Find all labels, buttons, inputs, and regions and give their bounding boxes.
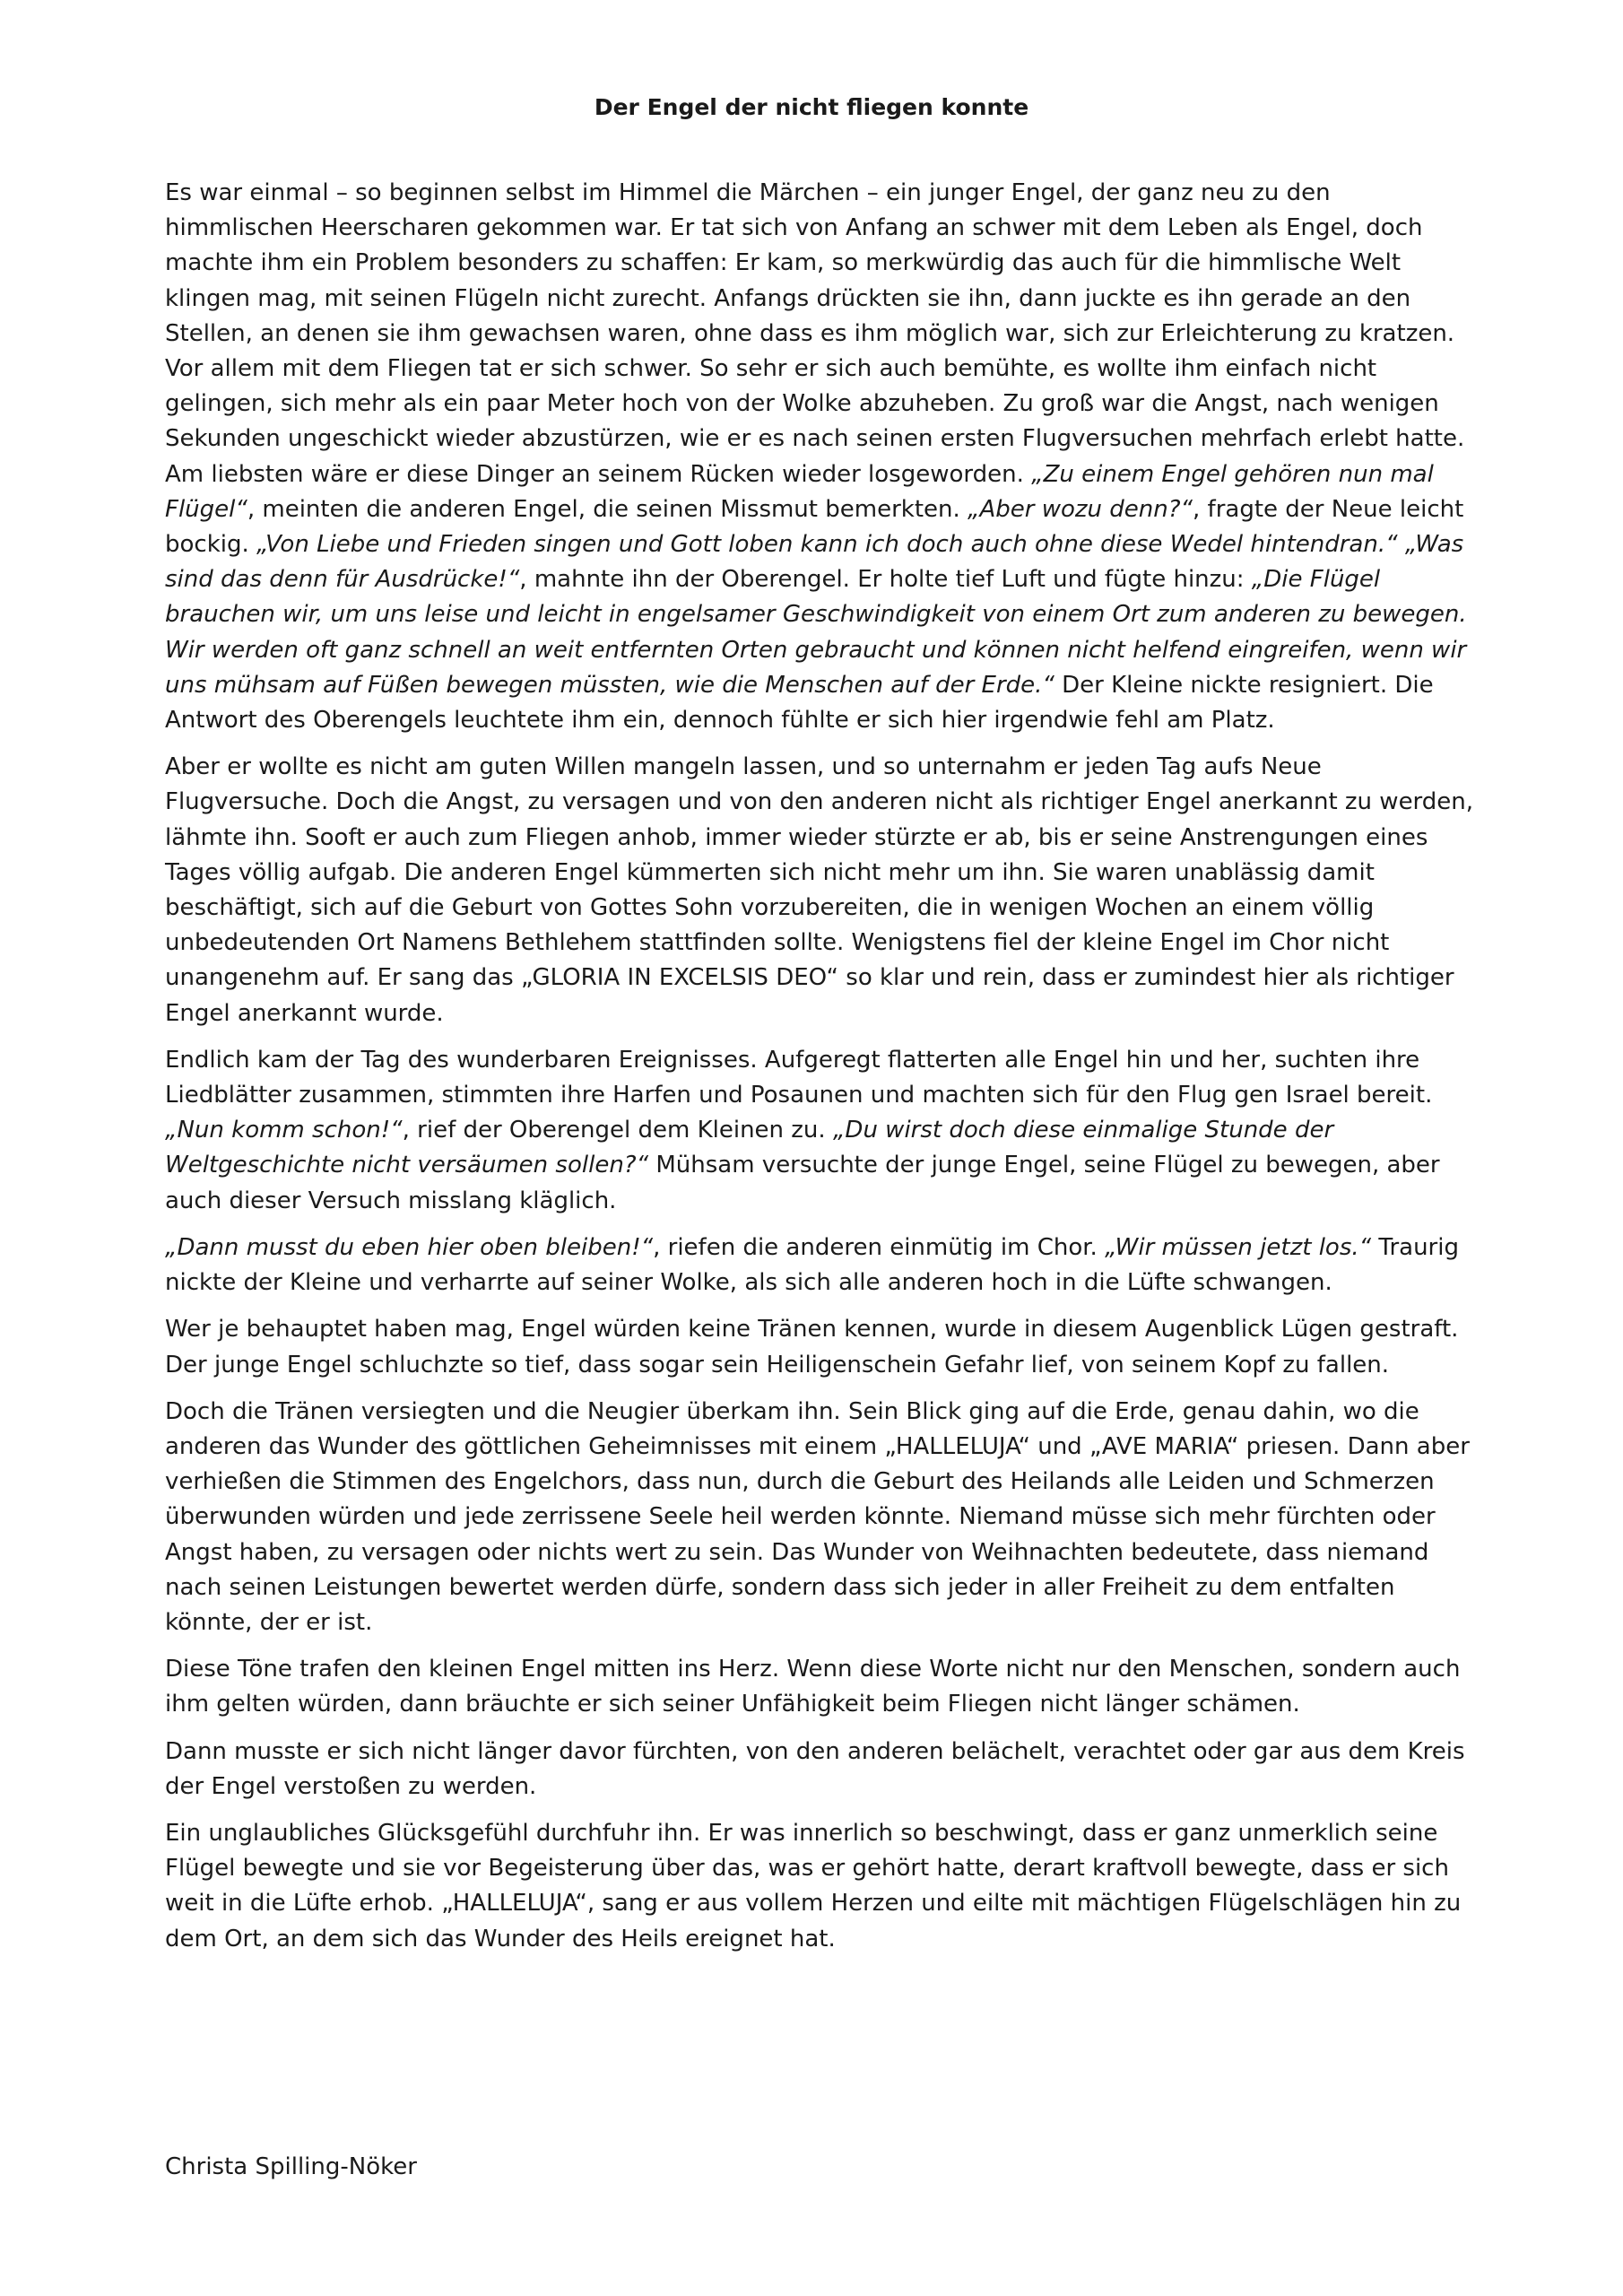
story-paragraph bbox=[165, 1231, 1476, 1300]
paragraph-text: Endlich kam der Tag des wunderbaren Ereignisses. Aufgeregt flatterten alle Engel hin und her, suchten ihre Liedblätter zusammen, stimmten ihre Harfen und Posaunen und machten sich für den Flug gen Israel bereit. bbox=[165, 1046, 1433, 1109]
paragraph-text: , meinten die anderen Engel, die seinen Missmut bemerkten. bbox=[247, 495, 968, 523]
author-signature: Christa Spilling-Nöker bbox=[165, 2153, 417, 2180]
paragraph-text: , rief der Oberengel dem Kleinen zu. bbox=[402, 1117, 833, 1144]
paragraph-text: , riefen die anderen einmütig im Chor. bbox=[653, 1233, 1106, 1261]
quoted-speech: „Dann musst du eben hier oben bleiben!“ bbox=[165, 1233, 654, 1261]
paragraph-text: Doch die Tränen versiegten und die Neugier überkam ihn. Sein Blick ging auf die Erde, genau dahin, wo die anderen das Wunder des göttlichen Geheimnisses mit einem „HALLELUJA“ und „AVE MARIA“ priesen. Dann aber verhießen die Stimmen des Engelchors, dass nun, durch die Geburt des Heilands alle Leiden und Schmerzen überwunden würden und jede zerrissene Seele heil werden könnte. Niemand müsse sich mehr fürchten oder Angst haben, zu versagen oder nichts wert zu sein. Das Wunder von Weihnachten bedeutete, dass niemand nach seinen Leistungen bewertet werden dürfe, sondern dass sich jeder in aller Freiheit zu dem entfalten könnte, der er ist. bbox=[165, 1397, 1470, 1636]
paragraph-text: , fragte der Neue leicht bockig. bbox=[165, 495, 1464, 559]
paragraph-text: , mahnte ihn der Oberengel. Er holte tief Luft und fügte hinzu: bbox=[519, 566, 1252, 594]
paragraph-text: Es war einmal – so beginnen selbst im Himmel die Märchen – ein junger Engel, der ganz neu zu den himmlischen Heerscharen gekommen war. Er tat sich von Anfang an schwer mit dem Leben als Engel, doch machte ihm ein Problem besonders zu schaffen: Er kam, so merkwürdig das auch für die himmlische Welt klingen mag, mit seinen Flügeln nicht zurecht. Anfangs drückten sie ihn, dann juckte es ihn gerade an den Stellen, an denen sie ihm gewachsen waren, ohne dass es ihm möglich war, sich zur Erleichterung zu kratzen. Vor allem mit dem Fliegen tat er sich schwer. So sehr er sich auch bemühte, es wollte ihm einfach nicht gelingen, sich mehr als ein paar Meter hoch von der Wolke abzuheben. Zu groß war die Angst, nach wenigen Sekunden ungeschickt wieder abzustürzen, wie er es nach seinen ersten Flugversuchen mehrfach erlebt hatte. Am liebsten wäre er diese Dinger an seinem Rücken wieder losgeworden. bbox=[165, 179, 1465, 488]
story-paragraph bbox=[165, 750, 1476, 1031]
story-paragraph bbox=[165, 176, 1476, 738]
paragraph-text: Ein unglaubliches Glücksgefühl durchfuhr ihn. Er was innerlich so beschwingt, dass er ganz unmerklich seine Flügel bewegte und sie vor Begeisterung über das, was er gehört hatte, derart kraftvoll bewegte, dass er sich weit in die Lüfte erhob. „HALLELUJA“, sang er aus vollem Herzen und eilte mit mächtigen Flügelschlägen hin zu dem Ort, an dem sich das Wunder des Heils ereignet hat. bbox=[165, 1819, 1462, 1952]
paragraph-text: Diese Töne trafen den kleinen Engel mitten ins Herz. Wenn diese Worte nicht nur den Menschen, sondern auch ihm gelten würden, dann bräuchte er sich seiner Unfähigkeit beim Fliegen nicht länger schämen. bbox=[165, 1656, 1461, 1718]
story-paragraph bbox=[165, 1735, 1476, 1805]
quoted-speech: „Aber wozu denn?“ bbox=[968, 495, 1193, 523]
quoted-speech: „Du wirst doch diese einmalige Stunde der Weltgeschichte nicht versäumen sollen?“ bbox=[165, 1117, 1334, 1179]
quoted-speech: „Wir müssen jetzt los.“ bbox=[1105, 1233, 1372, 1261]
paragraph-text: Wer je behauptet haben mag, Engel würden keine Tränen kennen, wurde in diesem Augenblick Lügen gestraft. Der junge Engel schluchzte so tief, dass sogar sein Heiligenschein Gefahr lief, von seinem Kopf zu fallen. bbox=[165, 1316, 1459, 1378]
document-title: Der Engel der nicht fliegen konnte bbox=[594, 94, 1029, 120]
paragraph-text: Aber er wollte es nicht am guten Willen mangeln lassen, und so unternahm er jeden Tag aufs Neue Flugversuche. Doch die Angst, zu versagen und von den anderen nicht als richtiger Engel anerkannt zu werden, lähmte ihn. Sooft er auch zum Fliegen anhob, immer wieder stürzte er ab, bis er seine Anstrengungen eines Tages völlig aufgab. Die anderen Engel kümmerten sich nicht mehr um ihn. Sie waren unablässig damit beschäftigt, sich auf die Geburt von Gottes Sohn vorzubereiten, die in wenigen Wochen an einem völlig unbedeutenden Ort Namens Bethlehem stattfinden sollte. Wenigstens fiel der kleine Engel im Chor nicht unangenehm auf. Er sang das „GLORIA IN EXCELSIS DEO“ so klar und rein, dass er zumindest hier als richtiger Engel anerkannt wurde. bbox=[165, 753, 1474, 1027]
story-paragraph bbox=[165, 1816, 1476, 1957]
paragraph-text: Mühsam versuchte der junge Engel, seine Flügel zu bewegen, aber auch dieser Versuch misslang kläglich. bbox=[165, 1152, 1440, 1214]
quoted-speech: „Die Flügel brauchen wir, um uns leise und leicht in engelsamer Geschwindigkeit von einem Ort zum anderen zu bewegen. Wir werden oft ganz schnell an weit entfernten Orten gebraucht und können nicht helfend eingreifen, wenn wir uns mühsam auf Füßen bewegen müssten, wie die Menschen auf der Erde.“ bbox=[165, 566, 1467, 699]
paragraph-text: Traurig nickte der Kleine und verharrte auf seiner Wolke, als sich alle anderen hoch in die Lüfte schwangen. bbox=[165, 1233, 1459, 1297]
quoted-speech: „Nun komm schon!“ bbox=[165, 1117, 403, 1144]
paragraph-text: Der Kleine nickte resigniert. Die Antwort des Oberengels leuchtete ihm ein, dennoch fühlte er sich hier irgendwie fehl am Platz. bbox=[165, 671, 1434, 735]
quoted-speech: „Zu einem Engel gehören nun mal Flügel“ bbox=[165, 460, 1434, 523]
story-paragraph bbox=[165, 1395, 1476, 1640]
story-paragraph bbox=[165, 1312, 1476, 1382]
paragraph-text: Dann musste er sich nicht länger davor fürchten, von den anderen belächelt, verachtet oder gar aus dem Kreis der Engel verstoßen zu werden. bbox=[165, 1737, 1465, 1800]
quoted-speech: „Von Liebe und Frieden singen und Gott loben kann ich doch auch ohne diese Wedel hintendran.“ „Was sind das denn für Ausdrücke!“ bbox=[165, 531, 1464, 594]
story-body bbox=[165, 176, 1476, 1969]
story-paragraph bbox=[165, 1043, 1476, 1219]
story-paragraph bbox=[165, 1652, 1476, 1722]
